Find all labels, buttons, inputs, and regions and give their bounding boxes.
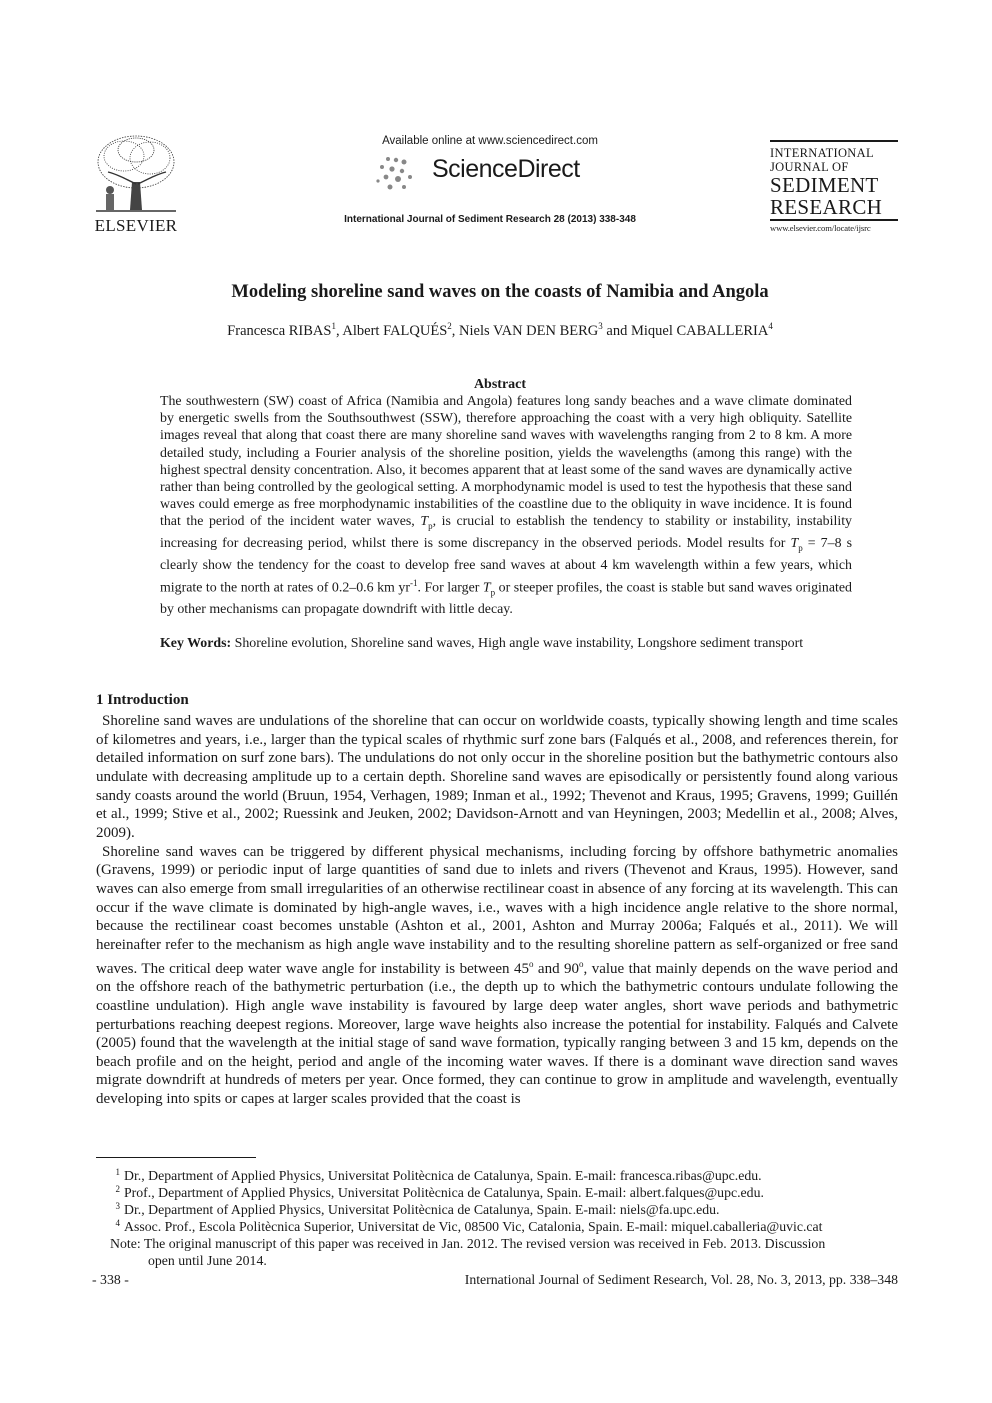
page-footer <box>92 1272 898 1288</box>
author-affiliation-marker: 3 <box>598 321 603 331</box>
author-list: Francesca RIBAS$^1$, Albert FALQUÉS$^2$, Niels VAN DEN BERG$^3$ and Miquel CABALLERIA$^4$ <box>227 321 773 339</box>
author-affiliation-marker: 2 <box>447 321 452 331</box>
sciencedirect-header <box>330 135 650 191</box>
journal-logo <box>770 140 898 233</box>
manuscript-note: Note: The original manuscript of this paper was received in Jan. 2012. The revised version was received in Feb. 2013. Discussion open until June 2014. <box>110 1236 826 1268</box>
logo-top-rule <box>770 140 898 142</box>
keywords <box>160 636 900 652</box>
keywords-label: Key Words: <box>160 636 232 651</box>
section-heading-introduction: 1 Introduction <box>96 692 189 708</box>
logo-bottom-rule <box>770 219 898 221</box>
introduction-body <box>96 712 898 1109</box>
footnote: 1 Dr., Department of Applied Physics, Universitat Politècnica de Catalunya, Spain. E-mail: francesca.ribas@upc.edu. <box>115 1167 762 1183</box>
paragraph: Shoreline sand waves can be triggered by different physical mechanisms, including forcing by offshore bathymetric anomalies (Gravens, 1999) or periodic input of large quantities of sand due to inlets and rivers (Thevenot and Kraus, 1995). However, sand waves can also emerge from small irregularities of an otherwise rectilinear coast in absence of any forcing at its wavelength. This can occur if the wave climate is dominated by high-angle waves, i.e., waves with a high incidence angle relative to the shore normal, because the rectilinear coast becomes unstable (Ashton et al., 2001, Ashton and Murray 2006a; Falqués et al., 2011). We will hereinafter refer to the mechanism as high angle wave instability and to the resulting shoreline pattern as self-organized or free sand waves. The critical deep water wave angle for instability is between 45$^o$ and 90$^o$, value that mainly depends on the wave period and on the offshore reach of the bathymetric perturbation (i.e., the depth up to which the bathymetric contours undulate following the coastline undulation). High angle wave instability is favoured by large deep water angles, short wave periods and bathymetric perturbations reaching deepest regions. Moreover, large wave heights also increase the potential for instability. Falqués and Calvete (2005) found that the wavelength at the initial stage of sand wave formation, typically ranging between 3 and 15 km, depends on the beach profile and on the height, period and angle of the incoming water waves. If there is a dominant wave direction sand waves migrate downdrift at hundreds of meters per year. Once formed, they can continue to grow in amplitude and wavelength, eventually developing into spits or capes at larger scales provided that the coast is <box>96 843 898 1108</box>
author-affiliation-marker: 4 <box>768 321 773 331</box>
sciencedirect-wordmark: ScienceDirect <box>432 155 580 183</box>
author-affiliation-marker: 1 <box>331 321 336 331</box>
footnote: 2 Prof., Department of Applied Physics, Universitat Politècnica de Catalunya, Spain. E-mail: albert.falques@upc.edu. <box>115 1184 764 1200</box>
abstract-heading: Abstract <box>473 377 527 392</box>
author-name: Albert FALQUÉS <box>342 322 448 339</box>
abstract-body: The southwestern (SW) coast of Africa (Namibia and Angola) features long sandy beaches and a wave climate dominated by energetic swells from the Southsouthwest (SSW), therefore approaching the coast with a very high obliquity. Satellite images reveal that along that coast there are many shoreline sand waves with wavelengths ranging from 2 to 8 km. A more detailed study, including a Fourier analysis of the shoreline position, yields the wavelengths (among this range) with the highest spectral density concentration. Also, it becomes apparent that at least some of the sand waves are dynamically active rather than being controlled by the geological setting. A morphodynamic model is used to test the hypothesis that these sand waves could emerge as free morphodynamic instabilities of the coastline due to the obliquity in wave incidence. It is found that the period of the incident water waves, $T_p$, is crucial to establish the tendency to stability or instability, instability increasing for decreasing period, whilst there is some discrepancy in the observed periods. Model results for $T_p = 7-8$ s clearly show the tendency for the coast to develop free sand waves at about 4 km wavelength within a few years, which migrate to the north at rates of 0.2–0.6 km $yr^{-1}$. For larger $T_p$ or steeper profiles, the coast is stable but sand waves originated by other mechanisms can propagate downdrift with little decay. <box>160 394 853 618</box>
footnotes <box>96 1167 898 1269</box>
keywords-text: Shoreline evolution, Shoreline sand waves, High angle wave instability, Longshore sediment transport <box>231 636 804 651</box>
author-name: Niels VAN DEN BERG <box>459 322 599 339</box>
journal-reference: International Journal of Sediment Research 28 (2013) 338-348 <box>344 214 636 225</box>
elsevier-tree-icon <box>94 132 178 214</box>
available-online-text[interactable]: Available online at www.sciencedirect.com <box>382 135 598 147</box>
journal-url[interactable]: www.elsevier.com/locate/ijsrc <box>770 223 871 233</box>
elsevier-wordmark: ELSEVIER <box>94 216 178 235</box>
footnote: 3 Dr., Department of Applied Physics, Universitat Politècnica de Catalunya, Spain. E-mail: niels@fa.upc.edu. <box>115 1201 720 1217</box>
elsevier-logo <box>88 132 184 236</box>
page-number: - 338 - <box>92 1272 129 1287</box>
paragraph: Shoreline sand waves are undulations of the shoreline that can occur on worldwide coasts, typically showing length and time scales of kilometres and years, i.e., larger than the typical scales of rhythmic surf zone bars (Falqués et al., 2008, and references therein, for detailed information on surf zone bars). The undulations do not only occur in the shoreline position but the bathymetric contours also undulate with decreasing amplitude up to a certain depth. Shoreline sand waves are episodically or persistently found along various sandy coasts around the world (Bruun, 1954, Verhagen, 1989; Inman et al., 1992; Thevenot and Kraus, 1995; Gravens, 1999; Guillén et al., 1999; Stive et al., 2002; Ruessink and Jeuken, 2002; Davidson-Arnott and van Heyningen, 2003; Medellin et al., 2008; Alves, 2009). <box>96 713 898 841</box>
logo-line-1: INTERNATIONAL <box>770 146 874 160</box>
footer-citation: International Journal of Sediment Research, Vol. 28, No. 3, 2013, pp. 338–348 <box>464 1272 898 1287</box>
footnote: 4 Assoc. Prof., Escola Politècnica Superior, Universitat de Vic, 08500 Vic, Catalonia, Spain. E-mail: miquel.caballeria@uvic.cat <box>115 1218 823 1234</box>
author-name: Francesca RIBAS <box>227 322 332 339</box>
paper-title: Modeling shoreline sand waves on the coasts of Namibia and Angola <box>231 282 769 302</box>
footnote-divider <box>96 1157 256 1158</box>
sciencedirect-dots-icon <box>374 155 430 191</box>
logo-line-4: RESEARCH <box>770 195 883 219</box>
logo-line-3: SEDIMENT <box>770 173 879 197</box>
author-name: Miquel CABALLERIA <box>630 322 769 339</box>
logo-line-2: JOURNAL OF <box>770 160 849 174</box>
